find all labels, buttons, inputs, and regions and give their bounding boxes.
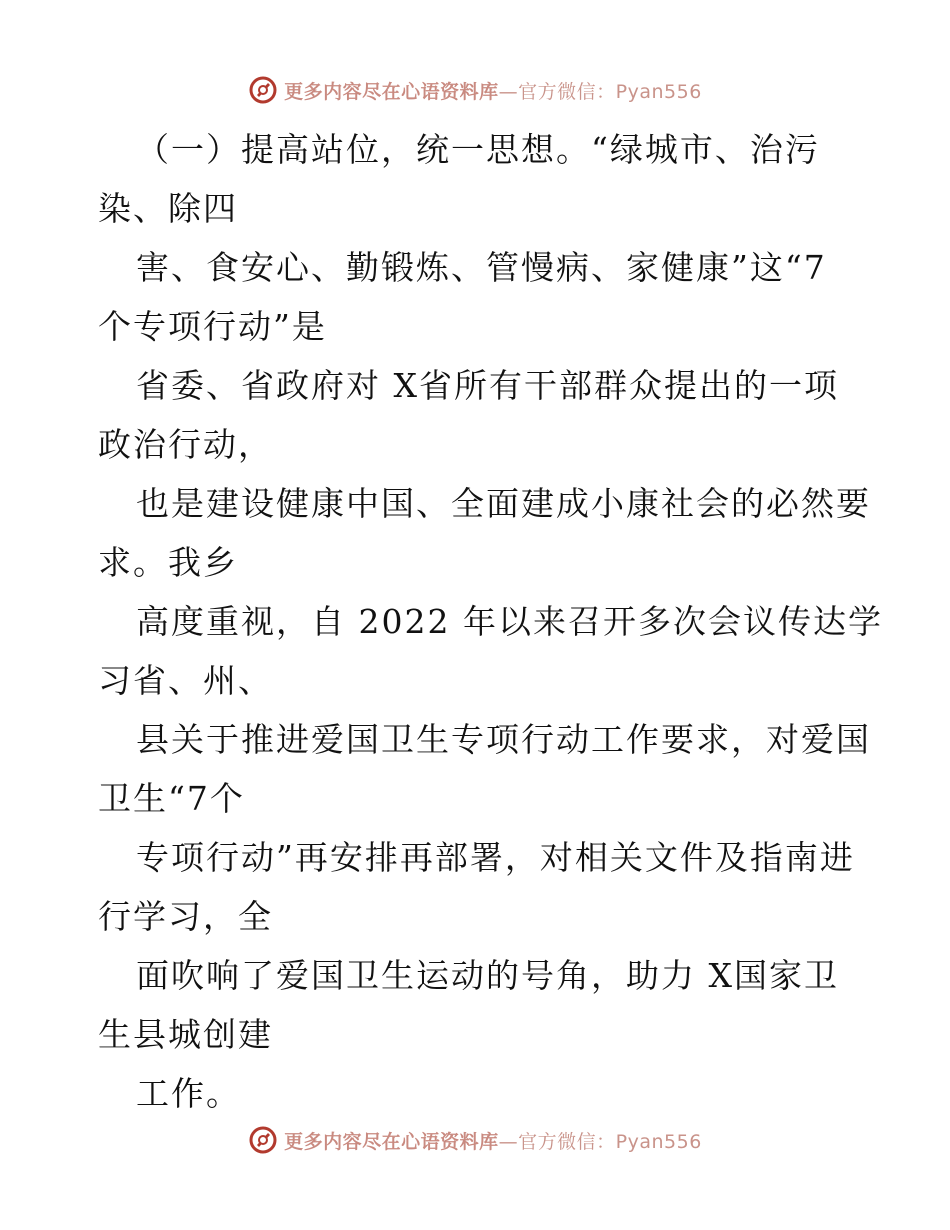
watermark-text — [284, 1127, 702, 1154]
text-line: 生县城创建 — [98, 1015, 273, 1054]
watermark-brand: 更多内容尽在心语资料库 — [284, 80, 499, 103]
text-line: 行学习，全 — [98, 897, 273, 936]
text-line: 省委、省政府对 X省所有干部群众提出的一项 — [136, 366, 839, 405]
text-line: 面吹响了爱国卫生运动的号角，助力 X国家卫 — [136, 956, 839, 995]
text-line: 政治行动， — [98, 425, 273, 464]
text-line: 卫生“7个 — [98, 779, 245, 818]
text-line: 也是建设健康中国、全面建成小康社会的必然要 — [136, 484, 871, 523]
footer-watermark — [0, 1122, 950, 1158]
text-line: 习省、州、 — [98, 661, 273, 700]
swirl-logo-icon — [248, 75, 278, 105]
swirl-logo-icon — [248, 1125, 278, 1155]
text-line: 专项行动”再安排再部署，对相关文件及指南进 — [136, 838, 855, 877]
text-line: 染、除四 — [98, 189, 238, 228]
watermark-text — [284, 77, 702, 104]
text-line: 工作。 — [136, 1074, 241, 1113]
text-line: 县关于推进爱国卫生专项行动工作要求，对爱国 — [136, 720, 871, 759]
text-line: 求。我乡 — [98, 543, 238, 582]
text-line: （一）提高站位，统一思想。“绿城市、治污 — [136, 130, 820, 169]
text-line: 高度重视，自 2022 年以来召开多次会议传达学 — [136, 602, 883, 641]
header-watermark — [0, 72, 950, 108]
watermark-suffix: 官方微信：Pyan556 — [518, 80, 702, 103]
watermark-separator: — — [498, 1130, 519, 1153]
document-body — [98, 120, 883, 1123]
text-line: 个专项行动”是 — [98, 307, 327, 346]
watermark-brand: 更多内容尽在心语资料库 — [284, 1130, 499, 1153]
watermark-separator: — — [498, 80, 519, 103]
watermark-suffix: 官方微信：Pyan556 — [518, 1130, 702, 1153]
text-line: 害、食安心、勤锻炼、管慢病、家健康”这“7 — [136, 248, 827, 287]
